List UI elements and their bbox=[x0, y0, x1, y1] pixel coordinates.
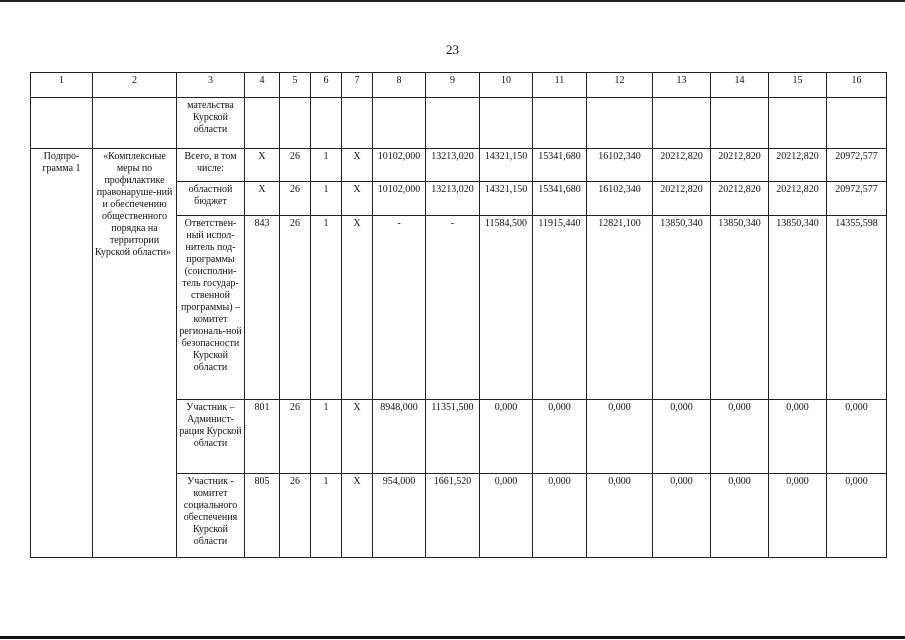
cell-c4: Х bbox=[245, 149, 280, 182]
cell-c7: Х bbox=[342, 149, 373, 182]
header-cell: 3 bbox=[177, 73, 245, 98]
cell-c6: 1 bbox=[311, 216, 342, 400]
cell-c10: 0,000 bbox=[480, 474, 533, 558]
cell-c9: - bbox=[426, 216, 480, 400]
cell-c15: 0,000 bbox=[769, 400, 827, 474]
cell-c11: 11915,440 bbox=[533, 216, 587, 400]
cell-c7: Х bbox=[342, 182, 373, 216]
row-label: Всего, в том числе: bbox=[177, 149, 245, 182]
cell-c13: 20212,820 bbox=[653, 149, 711, 182]
cell-c9: 13213,020 bbox=[426, 149, 480, 182]
budget-table bbox=[30, 72, 887, 558]
cell-c13: 0,000 bbox=[653, 400, 711, 474]
header-cell: 10 bbox=[480, 73, 533, 98]
cell-c7: Х bbox=[342, 216, 373, 400]
cell-c16: 20972,577 bbox=[827, 149, 887, 182]
cell-c11: 15341,680 bbox=[533, 182, 587, 216]
cell-c8: 954,000 bbox=[373, 474, 426, 558]
header-cell: 1 bbox=[31, 73, 93, 98]
cell-c5: 26 bbox=[280, 216, 311, 400]
scan-bottom-edge bbox=[0, 636, 905, 639]
cell-c16: 20972,577 bbox=[827, 182, 887, 216]
cell-c13: 13850,340 bbox=[653, 216, 711, 400]
cell-c16: 0,000 bbox=[827, 474, 887, 558]
subprogram-name: Подпро-грамма 1 bbox=[31, 149, 93, 558]
cell-c7: Х bbox=[342, 474, 373, 558]
cell-c12: 0,000 bbox=[587, 400, 653, 474]
cell-c11: 0,000 bbox=[533, 474, 587, 558]
row-label: Ответствен-ный испол-нитель под-программы (соисполни-тель государ-ственной программы) – комитет региональ-ной безопасности Курской области bbox=[177, 216, 245, 400]
cell-c4: Х bbox=[245, 182, 280, 216]
cell-c14: 0,000 bbox=[711, 400, 769, 474]
cell-c5: 26 bbox=[280, 182, 311, 216]
cell-c12: 16102,340 bbox=[587, 149, 653, 182]
cell-c8: - bbox=[373, 216, 426, 400]
header-cell: 5 bbox=[280, 73, 311, 98]
cell-c6: 1 bbox=[311, 182, 342, 216]
cell-c10: 11584,500 bbox=[480, 216, 533, 400]
page-number: 23 bbox=[446, 42, 459, 57]
cell-c7: Х bbox=[342, 400, 373, 474]
subprogram-description: «Комплексные меры по профилактике правонаруше-ний и обеспечению общественного порядка на территории Курской области» bbox=[93, 149, 177, 558]
cell-c16: 0,000 bbox=[827, 400, 887, 474]
header-cell: 15 bbox=[769, 73, 827, 98]
cell-c12: 12821,100 bbox=[587, 216, 653, 400]
cell-c14: 20212,820 bbox=[711, 149, 769, 182]
cell-c5: 26 bbox=[280, 474, 311, 558]
header-cell: 6 bbox=[311, 73, 342, 98]
continuation-row bbox=[31, 98, 887, 149]
cell-c9: 13213,020 bbox=[426, 182, 480, 216]
continuation-text: мательства Курской области bbox=[177, 98, 245, 149]
cell-c8: 10102,000 bbox=[373, 182, 426, 216]
header-cell: 12 bbox=[587, 73, 653, 98]
header-cell: 14 bbox=[711, 73, 769, 98]
cell-c13: 0,000 bbox=[653, 474, 711, 558]
cell-c6: 1 bbox=[311, 400, 342, 474]
cell-c9: 1661,520 bbox=[426, 474, 480, 558]
cell-c15: 0,000 bbox=[769, 474, 827, 558]
scan-top-edge bbox=[0, 0, 905, 2]
cell-c4: 801 bbox=[245, 400, 280, 474]
cell-c16: 14355,598 bbox=[827, 216, 887, 400]
header-cell: 16 bbox=[827, 73, 887, 98]
cell-c15: 13850,340 bbox=[769, 216, 827, 400]
cell-c12: 0,000 bbox=[587, 474, 653, 558]
cell-c14: 20212,820 bbox=[711, 182, 769, 216]
header-cell: 2 bbox=[93, 73, 177, 98]
header-cell: 13 bbox=[653, 73, 711, 98]
row-label: Участник - комитет социального обеспечения Курской области bbox=[177, 474, 245, 558]
cell-c6: 1 bbox=[311, 474, 342, 558]
header-cell: 8 bbox=[373, 73, 426, 98]
cell-c8: 8948,000 bbox=[373, 400, 426, 474]
cell-c10: 14321,150 bbox=[480, 149, 533, 182]
cell-c4: 805 bbox=[245, 474, 280, 558]
header-cell: 11 bbox=[533, 73, 587, 98]
cell-c12: 16102,340 bbox=[587, 182, 653, 216]
cell-c15: 20212,820 bbox=[769, 182, 827, 216]
cell-c9: 11351,500 bbox=[426, 400, 480, 474]
header-cell: 7 bbox=[342, 73, 373, 98]
header-row bbox=[31, 73, 887, 98]
cell-c10: 14321,150 bbox=[480, 182, 533, 216]
cell-c11: 0,000 bbox=[533, 400, 587, 474]
cell-c14: 0,000 bbox=[711, 474, 769, 558]
cell-c8: 10102,000 bbox=[373, 149, 426, 182]
cell-c10: 0,000 bbox=[480, 400, 533, 474]
cell-c5: 26 bbox=[280, 149, 311, 182]
cell-c4: 843 bbox=[245, 216, 280, 400]
table-row bbox=[31, 149, 887, 182]
cell-c11: 15341,680 bbox=[533, 149, 587, 182]
row-label: областной бюджет bbox=[177, 182, 245, 216]
header-cell: 4 bbox=[245, 73, 280, 98]
cell-c15: 20212,820 bbox=[769, 149, 827, 182]
cell-c14: 13850,340 bbox=[711, 216, 769, 400]
cell-c5: 26 bbox=[280, 400, 311, 474]
row-label: Участник – Админист-рация Курской области bbox=[177, 400, 245, 474]
cell-c13: 20212,820 bbox=[653, 182, 711, 216]
cell-c6: 1 bbox=[311, 149, 342, 182]
header-cell: 9 bbox=[426, 73, 480, 98]
